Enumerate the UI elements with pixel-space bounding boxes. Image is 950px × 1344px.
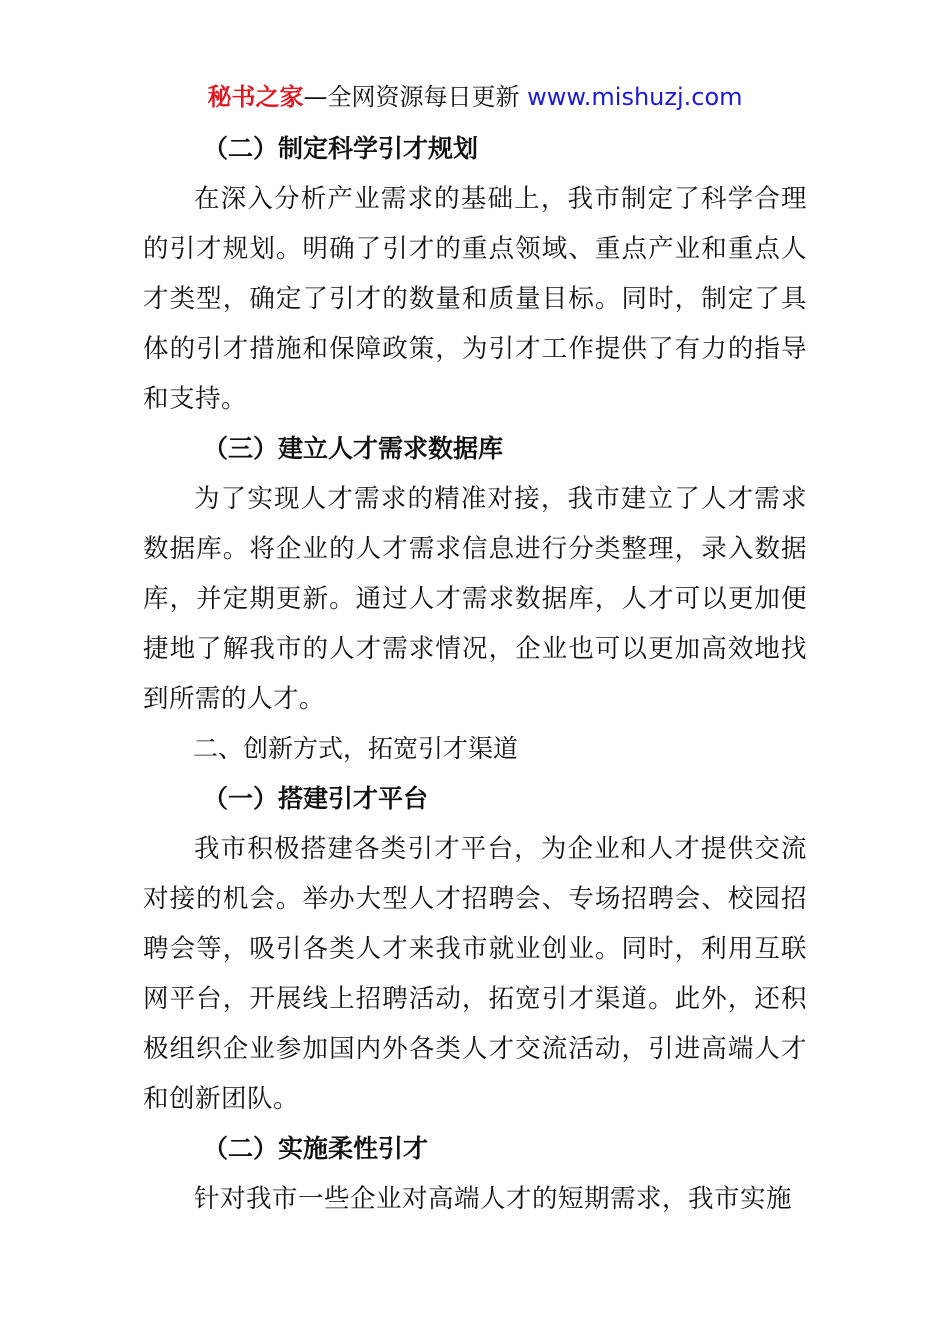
subheading-platform: （一）搭建引才平台 <box>203 784 429 813</box>
site-url-link[interactable]: www.mishuzj.com <box>527 83 743 111</box>
paragraph-plan: 在深入分析产业需求的基础上，我市制定了科学合理的引才规划。明确了引才的重点领域、重点产业和重点人才类型，确定了引才的数量和质量目标。同时，制定了具体的引才措施和保障政策，为引才工作提供了有力的指导和支持。 <box>143 184 807 414</box>
section-heading-channels: 二、创新方式，拓宽引才渠道 <box>193 734 519 763</box>
subheading-database: （三）建立人才需求数据库 <box>203 434 504 463</box>
subheading-flexible: （二）实施柔性引才 <box>203 1134 429 1163</box>
document-body <box>143 124 807 1224</box>
header-tagline: —全网资源每日更新 <box>303 83 520 111</box>
paragraph-flexible: 针对我市一些企业对高端人才的短期需求，我市实施 <box>194 1184 793 1214</box>
brand-name: 秘书之家 <box>207 83 304 111</box>
paragraph-database: 为了实现人才需求的精准对接，我市建立了人才需求数据库。将企业的人才需求信息进行分类整理，录入数据库，并定期更新。通过人才需求数据库，人才可以更加便捷地了解我市的人才需求情况，企业也可以更加高效地找到所需的人才。 <box>143 484 807 714</box>
page-header <box>0 80 950 114</box>
paragraph-platform: 我市积极搭建各类引才平台，为企业和人才提供交流对接的机会。举办大型人才招聘会、专场招聘会、校园招聘会等，吸引各类人才来我市就业创业。同时，利用互联网平台，开展线上招聘活动，拓宽引才渠道。此外，还积极组织企业参加国内外各类人才交流活动，引进高端人才和创新团队。 <box>143 834 807 1114</box>
subheading-plan: （二）制定科学引才规划 <box>203 134 479 163</box>
